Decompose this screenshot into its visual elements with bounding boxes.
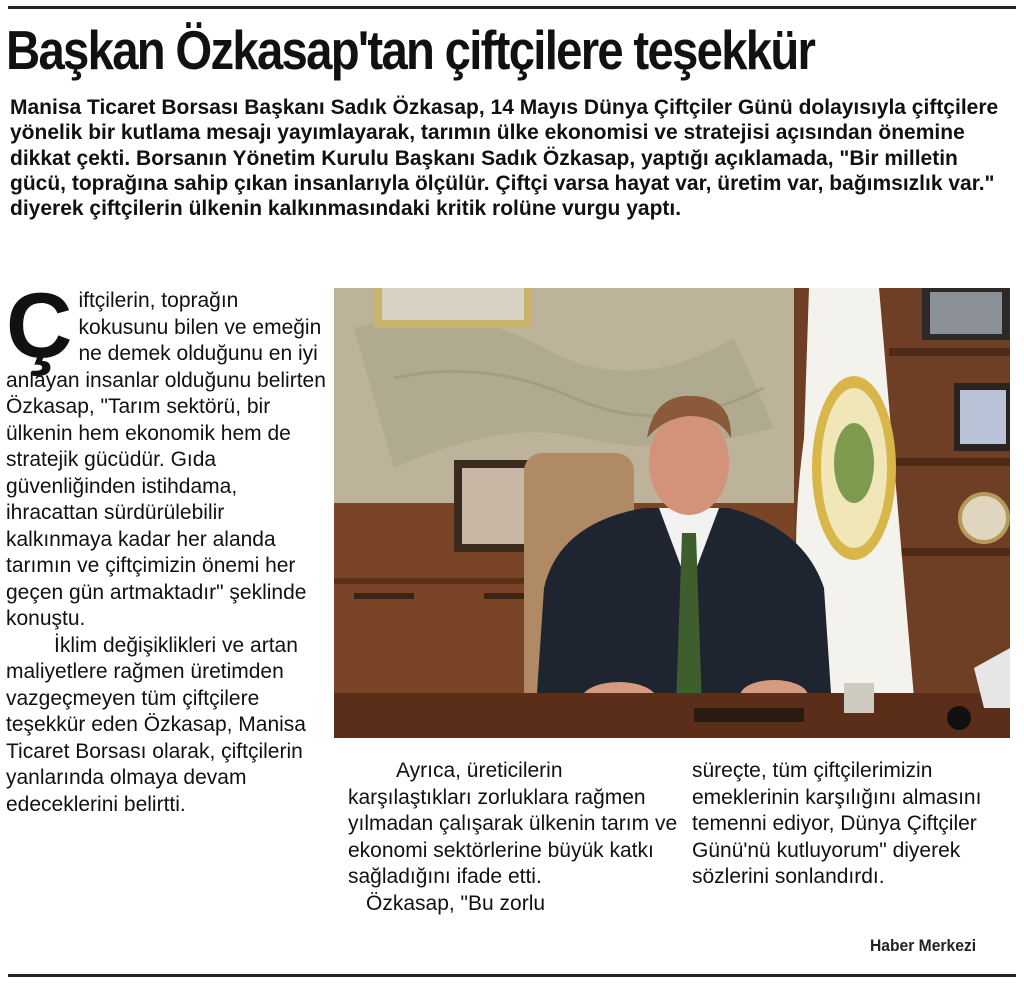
man-face xyxy=(649,411,729,515)
byline: Haber Merkezi xyxy=(870,936,977,955)
article-column-1 xyxy=(6,275,332,818)
paragraph-3: Ayrıca, üreticilerin karşılaştıkları zorluklara rağmen yılmadan çalışarak ülkenin tarım ve ekonomi sektörlerine büyük katkı sağladığını ifade etti. xyxy=(348,759,678,888)
portrait-illustration xyxy=(334,288,1010,738)
paragraph-5: süreçte, tüm çiftçilerimizin emeklerinin karşılığını almasını temenni ediyor, Dünya Çiftçiler Günü'nü kutluyorum" diyerek sözlerini sonlandırdı. xyxy=(692,759,982,888)
paragraph-2: İklim değişiklikleri ve artan maliyetlere rağmen üretimden vazgeçmeyen tüm çiftçilere teşekkür eden Özkasap, Manisa Ticaret Borsası olarak, çiftçilerin yanlarında olmaya devam edeceklerini belirtti. xyxy=(6,633,306,816)
bottom-rule xyxy=(8,974,1016,977)
article-photo xyxy=(334,288,1010,738)
article-column-2 xyxy=(348,758,678,917)
headline: Başkan Özkasap'tan çiftçilere teşekkür xyxy=(6,19,815,81)
lead-paragraph: Manisa Ticaret Borsası Başkanı Sadık Özkasap, 14 Mayıs Dünya Çiftçiler Günü dolayısıyla çiftçilere yönelik bir kutlama mesajı yayımlayarak, tarımın ülke ekonomisi ve stratejisi açısından önemine dikkat çekti. Borsanın Yönetim Kurulu Başkanı Sadık Özkasap, yaptığı açıklamada, "Bir milletin gücü, toprağına sahip çıkan insanlarıyla ölçülür. Çiftçi varsa hayat var, üretim var, bağımsızlık var." diyerek çiftçilerin ülkenin kalkınmasındaki kritik rolüne vurgu yaptı. xyxy=(10,96,999,221)
top-rule xyxy=(8,6,1016,9)
paragraph-1-text: iftçilerin, toprağın kokusunu bilen ve emeğin ne demek olduğunu en iyi anlayan insanlar olduğunu belirten Özkasap, "Tarım sektörü, bir ülkenin hem ekonomik hem de stratejik gücüdür. Gıda güvenliğinden istihdama, ihracattan sürdürülebilir kalkınmaya kadar her alanda tarımın ve çiftçimizin önemi her geçen gün artmaktadır" şeklinde konuştu. xyxy=(6,289,326,630)
paragraph-1 xyxy=(6,275,332,633)
paragraph-4: Özkasap, "Bu zorlu xyxy=(366,891,546,915)
drop-cap: Ç xyxy=(6,275,73,377)
desk xyxy=(334,693,1010,738)
article-column-3 xyxy=(692,758,1012,891)
